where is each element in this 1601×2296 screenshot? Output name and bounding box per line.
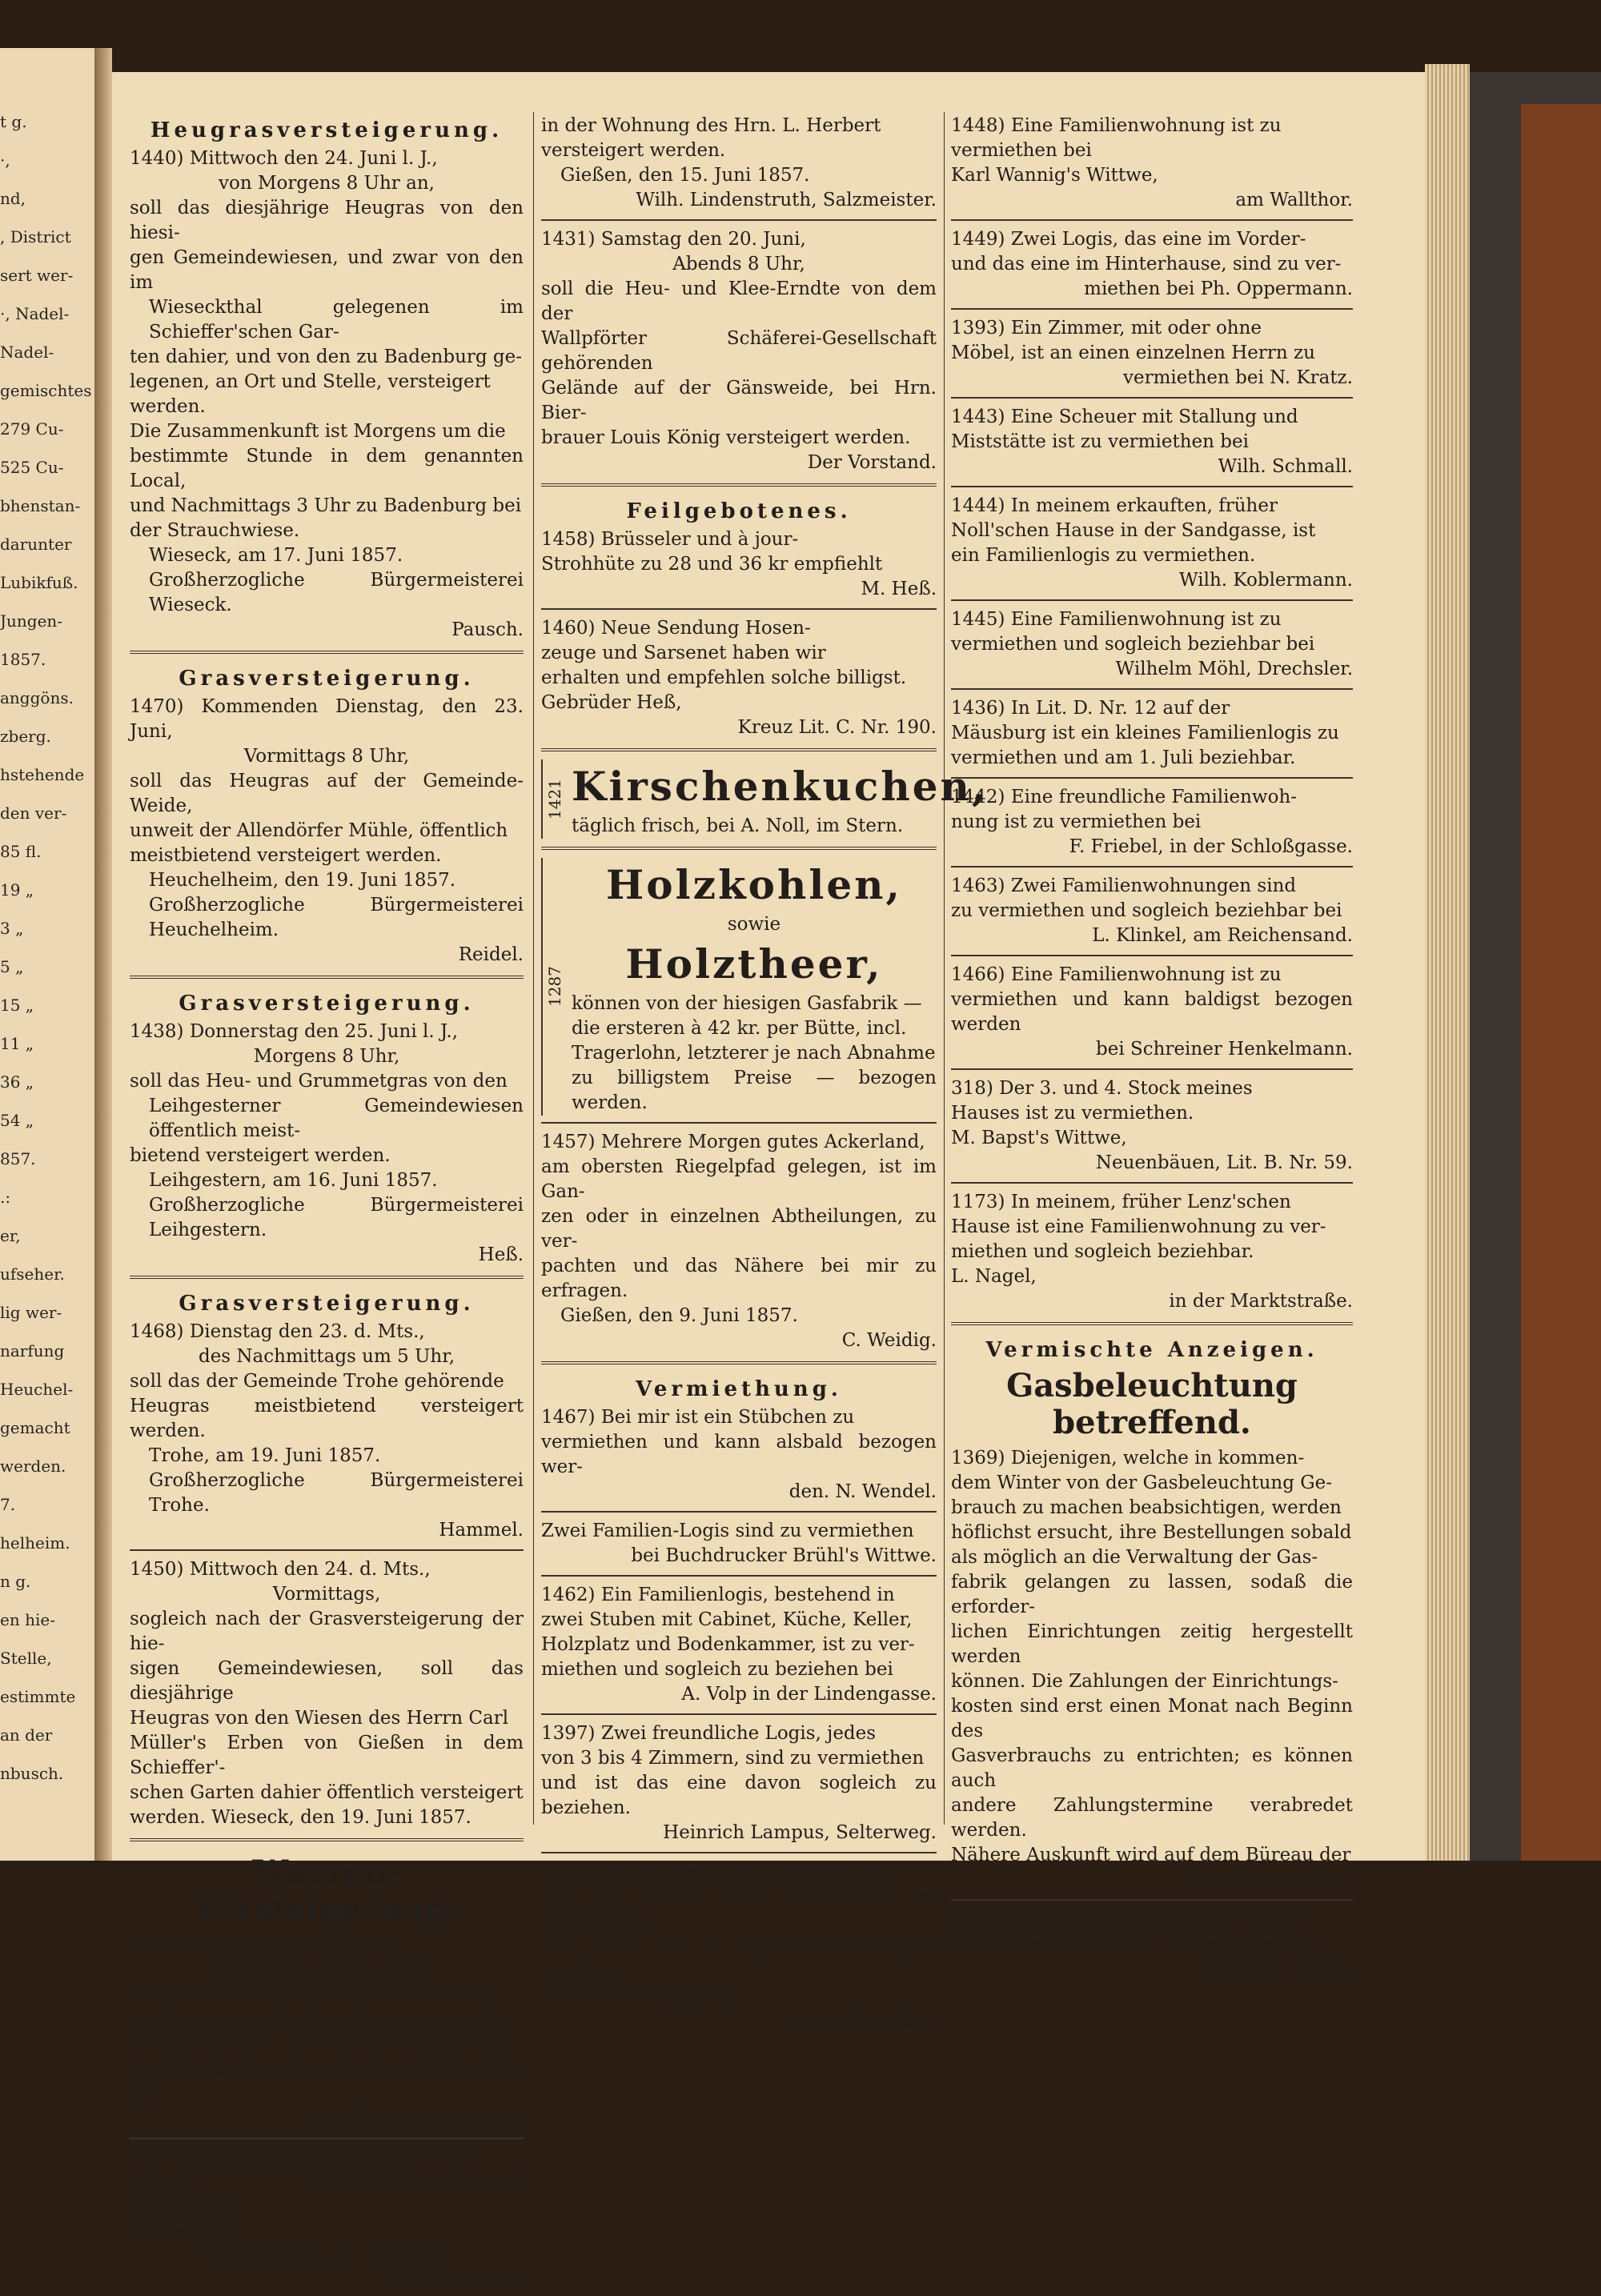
section-heading: Vermiethung.	[636, 1377, 842, 1401]
advert	[951, 492, 1353, 595]
advert-line: am Lindenplatz.	[786, 2010, 937, 2031]
advert-line: Großherzogliche Bürgermeisterei Leihgestern.	[149, 1195, 524, 1240]
advert-line: 1468) Dienstag den 23. d. Mts.,	[130, 1321, 425, 1342]
ad-separator	[541, 1361, 937, 1364]
previous-page-fragment: ·, Nadel-	[0, 304, 70, 323]
advert-line: Abends 8 Uhr,	[391, 2271, 524, 2292]
advert	[951, 606, 1353, 683]
advert-line: höflichst ersucht, ihre Bestellungen sobald	[951, 1522, 1352, 1543]
advert-line: Tragerlohn, letzterer je nach Abnahme	[572, 1043, 936, 1064]
sub-heading: Gasbeleuchtung betreffend.	[1006, 1367, 1298, 1441]
advert-headline: Kirschenkuchen,	[572, 763, 989, 810]
previous-page-fragment: 3 „	[0, 919, 24, 938]
advert-line: Strohhüte zu 28 und 36 kr empfiehlt	[541, 554, 883, 575]
advert-line: 1443) Eine Scheuer mit Stallung und	[951, 407, 1298, 427]
advert-line: Wilh. Lindenstruth, Salzmeister.	[636, 190, 937, 210]
advert-line: können. Die Zahlungen der Einrichtungs-	[951, 1671, 1338, 1692]
previous-page-fragment: 7.	[0, 1495, 16, 1514]
previous-page-fragment: narfung	[0, 1341, 65, 1360]
ad-separator	[951, 397, 1353, 399]
advert-line: 1460) Neue Sendung Hosen-	[541, 618, 811, 639]
previous-page-fragment: 85 fl.	[0, 842, 42, 861]
advert-line: 1436) In Lit. D. Nr. 12 auf der	[951, 698, 1230, 719]
advert-line: 1470) Kommenden Dienstag, den 23. Juni,	[130, 696, 524, 742]
advert-line: Nähere Auskunft wird auf dem Büreau der	[951, 1845, 1351, 1865]
advert	[951, 1332, 1353, 1894]
advert-line: ein Familienlogis zu vermiethen.	[951, 545, 1256, 566]
advert	[130, 1556, 524, 1832]
advert-line: soll die Heu- und Klee-Erndte von dem der	[541, 278, 937, 324]
advert-line: Hammel.	[439, 1520, 524, 1541]
advert-line: vermiethen und kann alsbald bezogen wer-	[541, 1432, 937, 1477]
advert-line: Trohe, am 19. Juni 1857.	[149, 1445, 381, 1466]
advert-line: Neuenbäuen, Lit. B. Nr. 59.	[1095, 1152, 1353, 1173]
advert-line: Exped. d. Blatts.	[1198, 1958, 1353, 1979]
advert-line: Abends 8 Uhr,	[672, 254, 805, 274]
advert-line: und kann am 1. September bezogen werden.	[541, 1936, 937, 1981]
advert-line: bestimmte Stunde in dem genannten Local,	[130, 446, 524, 491]
advert-line: bei Schreiner Henkelmann.	[1096, 1039, 1353, 1060]
advert-line: Noll'schen Hause in der Sandgasse, ist	[951, 520, 1316, 541]
ad-separator	[130, 1276, 524, 1279]
advert-line: miethen und sogleich zu beziehen bei	[541, 1659, 893, 1680]
ad-separator	[130, 2138, 524, 2139]
previous-page-fragment: gemacht	[0, 1418, 70, 1437]
advert-line: Gelände auf der Gänsweide, bei Hrn. Bier-	[541, 378, 937, 423]
advert-line: zeuge und Sarsenet haben wir	[541, 643, 826, 663]
advert-line: 1462) Ein Familienlogis, bestehend in	[541, 1585, 895, 1605]
previous-page-fragment: er,	[0, 1226, 21, 1245]
advert-line: 1445) Eine Familienwohnung ist zu	[951, 609, 1282, 630]
ad-separator	[951, 1182, 1353, 1184]
advert-line: F. Friebel, in der Schloßgasse.	[1069, 836, 1353, 857]
ad-separator	[951, 486, 1353, 487]
advert	[541, 1517, 937, 1570]
advert	[541, 1858, 937, 2035]
advert	[951, 112, 1353, 214]
advert-line: Leihgestern, am 16. Juni 1857.	[149, 1170, 438, 1191]
previous-page-fragment: gemischtes	[0, 381, 92, 400]
advert-line: wie Reste, versteigert.	[312, 2108, 524, 2129]
advert-line: L. Klinkel, am Reichensand.	[1092, 925, 1353, 946]
advert-line: Heß.	[478, 1244, 524, 1265]
advert-line: erhalten und empfehlen solche billigst.	[541, 667, 907, 688]
previous-page-fragment: an der	[0, 1725, 53, 1745]
advert-line: C. Weidig.	[841, 1330, 937, 1351]
advert	[130, 660, 524, 969]
advert	[951, 872, 1353, 950]
advert-line: brauch zu machen beabsichtigen, werden	[951, 1497, 1342, 1518]
advert	[541, 1128, 937, 1355]
advert-line: sogleich nach der Grasversteigerung der hie-	[130, 1609, 524, 1654]
advert-line: 1466) Eine Familienwohnung ist zu	[951, 964, 1282, 985]
previous-page-fragment: hstehende	[0, 765, 85, 784]
previous-page-fragment: Lubikfuß.	[0, 573, 78, 592]
advert	[130, 1848, 524, 2133]
advert-line: versteigert werden.	[541, 140, 726, 161]
advert	[951, 315, 1353, 392]
ad-separator	[541, 608, 937, 610]
advert-line: Müller's Erben von Gießen in dem Schieffer'-	[130, 1733, 524, 1778]
ad-separator	[951, 866, 1353, 868]
previous-page-fragment: Jungen-	[0, 611, 63, 631]
previous-page-fragment: zberg.	[0, 727, 51, 746]
advert-line: meistbietend versteigert werden.	[130, 845, 442, 866]
advert-number: 1421	[541, 759, 567, 839]
advert-line: in der Wohnung des Hrn. L. Herbert	[541, 115, 881, 136]
advert-line: Pausch.	[451, 619, 524, 640]
advert-line: Hauses ist zu vermiethen.	[951, 1103, 1194, 1124]
ad-separator	[130, 1549, 524, 1551]
advert-line: brauer Louis König versteigert werden.	[541, 427, 911, 448]
advert-line: am Wallthor.	[1235, 190, 1353, 210]
advert-line: Großherzogliche Bürgermeisterei Heuchelheim.	[149, 895, 524, 940]
ad-separator	[951, 955, 1353, 956]
advert-line: städter Schäferei-Gesellschaft gehörenden	[130, 2172, 524, 2218]
advert-line: 1450) Mittwoch den 24. d. Mts.,	[130, 1559, 431, 1580]
column-rule-2	[944, 112, 945, 1825]
page-edges	[1425, 64, 1470, 1861]
advert-line: Heugras meistbietend versteigert werden.	[130, 1396, 524, 1441]
advert-line: Wilhelm Möhl, Drechsler.	[1115, 659, 1353, 679]
advert-line: Karl Wannig's Wittwe,	[951, 165, 1158, 186]
book-gutter	[94, 48, 112, 1861]
ad-separator	[541, 1575, 937, 1577]
advert	[130, 985, 524, 1269]
advert-line: die ersteren à 42 kr. per Bütte, incl.	[572, 1018, 907, 1039]
ad-separator	[951, 1322, 1353, 1325]
ad-separator	[951, 688, 1353, 690]
previous-page-fragment: 1857.	[0, 650, 46, 669]
advert-line: soll das der Gemeinde Trohe gehörende	[130, 1371, 504, 1392]
advert-line: M. Bapst's Wittwe,	[951, 1128, 1127, 1148]
previous-page-fragment: 36 „	[0, 1072, 34, 1092]
advert-line: lichen Einrichtungen zeitig hergestellt werden	[951, 1621, 1353, 1667]
advert-line: kosten sind erst einen Monat nach Beginn des	[951, 1696, 1353, 1741]
advert-line: zu vermiethen und sogleich beziehbar bei	[951, 900, 1342, 921]
previous-page-fragment: den ver-	[0, 803, 67, 823]
advert-line: Kreuz Lit. C. Nr. 190.	[737, 717, 937, 738]
advert	[951, 783, 1353, 861]
advert-line: M. Heß.	[861, 579, 937, 599]
advert-line: Gießen, den 9. Juni 1857.	[560, 1305, 798, 1326]
ad-separator	[541, 219, 937, 221]
advert-line: soll das diesjährige Heugras von den hiesi-	[130, 198, 524, 243]
advert-line: Wiese, soll	[130, 2222, 230, 2242]
section-heading: Grasversteigerung.	[179, 992, 475, 1016]
ad-separator	[541, 1852, 937, 1853]
previous-page-fragment: n g.	[0, 1572, 31, 1591]
advert-line: legenen, an Ort und Stelle, versteigert	[130, 371, 491, 392]
previous-page-fragment: t g.	[0, 112, 27, 131]
advert-line: ses ist ganz oder theilweise zu vermiethen	[541, 1886, 937, 1932]
advert-line: fabrik gelangen zu lassen, sodaß die erforder-	[951, 1572, 1353, 1617]
ad-separator	[951, 1068, 1353, 1070]
previous-page-fragment: lig wer-	[0, 1303, 62, 1322]
advert	[541, 112, 937, 214]
ad-separator	[130, 1838, 524, 1841]
previous-page-fragment: nbusch.	[0, 1764, 64, 1783]
advert-line: sigen Gemeindewiesen, soll das diesjährige	[130, 1658, 524, 1704]
advert	[130, 2144, 524, 2296]
advert	[130, 112, 524, 644]
advert-line: Möbel, ist an einen einzelnen Herrn zu	[951, 343, 1315, 363]
advert-line: Die Zusammenkunft ist Morgens um die	[130, 421, 506, 442]
advert-line: Wieseck, am 17. Juni 1857.	[149, 545, 403, 566]
book-spine	[1521, 104, 1601, 1861]
section-heading: Heugrasversteigerung.	[150, 118, 504, 142]
ad-separator	[951, 777, 1353, 779]
section-heading: Feilgebotenes.	[626, 499, 852, 523]
advert-line: 318) Der 3. und 4. Stock meines	[951, 1078, 1253, 1099]
advert-line: bei Buchdrucker Brühl's Wittwe.	[631, 1545, 937, 1566]
column-2	[541, 112, 989, 2035]
ad-separator	[541, 847, 937, 850]
advert-line: dem Winter von der Gasbeleuchtung Ge-	[951, 1473, 1332, 1493]
previous-page-fragment: en hie-	[0, 1610, 55, 1629]
previous-page-fragment: werden.	[0, 1457, 66, 1476]
advert-line: 1431) Samstag den 20. Juni,	[541, 229, 806, 250]
previous-page-fragment: sert wer-	[0, 266, 74, 285]
advert-line: Heugras von den Wiesen des Herrn Carl	[130, 1708, 509, 1729]
advert-body	[572, 858, 937, 1116]
advert-line: unweit der Allendörfer Mühle, öffentlich	[130, 820, 508, 841]
advert	[951, 1188, 1353, 1316]
advert-line: von Morgens 8 Uhr an,	[219, 173, 435, 194]
advert-line: 1442) Eine freundliche Familienwoh-	[951, 787, 1298, 807]
advert-line: ten dahier, und von den zu Badenburg ge-	[130, 347, 523, 367]
ad-separator	[951, 599, 1353, 601]
advert-line: 1427) Das Heugras von der der Neu-	[130, 2147, 475, 2168]
ad-separator	[951, 1899, 1353, 1901]
advert-headline: Holzkohlen,	[606, 861, 902, 908]
advert-number: 1287	[541, 858, 567, 1116]
advert	[951, 403, 1353, 481]
advert-line: schen Garten dahier öffentlich versteigert	[130, 1782, 524, 1803]
advert-line: des Nachmittags um 5 Uhr,	[198, 1346, 455, 1367]
advert	[951, 1075, 1353, 1177]
previous-page-fragment: estimmte	[0, 1687, 76, 1706]
advert-line: zu billigstem Preise — bezogen werden.	[572, 1068, 937, 1113]
advert-line: 1444) In meinem erkauften, früher	[951, 495, 1278, 516]
advert-line: gen Gemeindewiesen, und zwar von den im	[130, 247, 524, 293]
advert	[541, 226, 937, 477]
ad-separator	[541, 1122, 937, 1124]
previous-page-fragment: 11 „	[0, 1034, 34, 1053]
previous-page-fragment: 54 „	[0, 1111, 34, 1130]
advert-line: Wallpförter Schäferei-Gesellschaft gehörenden	[541, 328, 937, 374]
advert	[541, 1371, 937, 1506]
advert-line: 1393) Ein Zimmer, mit oder ohne	[951, 318, 1262, 339]
advert-line: können von der hiesigen Gasfabrik —	[572, 993, 922, 1014]
advert-line: Wilh. Schmall.	[1218, 456, 1353, 477]
advert	[541, 856, 937, 1117]
advert-line: werden. Wieseck, den 19. Juni 1857.	[130, 1807, 471, 1828]
advert-line: Wilh. Koblermann.	[1179, 570, 1353, 591]
previous-page-fragment: 525 Cu-	[0, 458, 64, 477]
ad-separator	[130, 976, 524, 979]
previous-page-fragment: 19 „	[0, 880, 34, 900]
advert-line: täglich frisch, bei A. Noll, im Stern.	[572, 815, 904, 836]
previous-page-fragment: anggöns.	[0, 688, 74, 707]
advert-line: A. Volp in der Lindengasse.	[681, 1684, 937, 1705]
advert-line: 1458) Brüsseler und à jour-	[541, 529, 799, 550]
advert-line: vermiethen und kann baldigst bezogen werden	[951, 989, 1353, 1035]
previous-page-fragment: Heuchel-	[0, 1380, 74, 1399]
advert-line: und Nachmittags 3 Uhr zu Badenburg bei	[130, 495, 522, 516]
advert-line: 1440) Mittwoch den 24. Juni l. J.,	[130, 148, 438, 169]
advert-line: als möglich an die Verwaltung der Gas-	[951, 1547, 1318, 1568]
previous-page-fragment: ·,	[0, 150, 10, 170]
advert-line: Gasfabrik ertheilt.	[1182, 1869, 1353, 1890]
advert	[951, 961, 1353, 1064]
advert-line: Gasverbrauchs zu entrichten; es können auch	[951, 1745, 1353, 1791]
previous-page-fragment: Stelle,	[0, 1649, 52, 1668]
ad-separator	[541, 1511, 937, 1513]
advert-line: bietend versteigert werden.	[130, 1145, 391, 1166]
advert-line: Vormittags,	[272, 1584, 381, 1605]
advert-line: L. Nagel,	[951, 1266, 1037, 1287]
previous-page-fragment: helheim.	[0, 1533, 70, 1553]
advert-line: nung ist zu vermiethen bei	[951, 811, 1202, 832]
advert-line: Samstag den 20. Juni d. J.,	[203, 2246, 450, 2267]
column-3	[951, 112, 1353, 1983]
ad-separator	[130, 651, 524, 654]
advert-line: Wieseckthal gelegenen im Schieffer'schen Gar-	[149, 297, 524, 343]
advert-line: Wittwe Heichelheim,	[541, 1985, 737, 2006]
advert-line: am obersten Riegelpfad gelegen, ist im Gan-	[541, 1156, 937, 1202]
advert-line: 1448) Eine Familienwohnung ist zu	[951, 115, 1282, 136]
ad-separator	[541, 748, 937, 751]
advert-line: den. N. Wendel.	[788, 1481, 937, 1502]
advert-line: Großherzogliche Bürgermeisterei Trohe.	[149, 1470, 524, 1516]
advert	[541, 615, 937, 742]
advert-line: 1467) Bei mir ist ein Stübchen zu	[541, 1407, 855, 1428]
advert-line: Hause ist eine Familienwohnung zu ver-	[951, 1216, 1326, 1237]
advert-line: der Strauchwiese.	[130, 520, 300, 541]
advert	[541, 758, 989, 840]
advert-body	[572, 759, 988, 839]
advert-line: Leihgesterner Gemeindewiesen öffentlich meist-	[149, 1096, 524, 1141]
previous-page-fragment: 15 „	[0, 996, 34, 1015]
advert-line: Gießen, den 15. Juni 1857.	[560, 165, 810, 186]
advert-line: andere Zahlungstermine verabredet werden.	[951, 1795, 1353, 1841]
advert-line: soll das Heu- und Grummetgras von den	[130, 1071, 508, 1092]
previous-page-fragment: darunter	[0, 535, 72, 554]
previous-page-fragment: nd,	[0, 189, 26, 208]
advert-line: pachten und das Nähere bei mir zu erfragen.	[541, 1256, 937, 1301]
advert	[541, 1581, 937, 1709]
advert-line: vermiethen und am 1. Juli beziehbar.	[951, 747, 1296, 768]
advert-line: miethen bei Ph. Oppermann.	[1084, 278, 1353, 299]
advert-line: und das eine im Hinterhause, sind zu ver-	[951, 254, 1342, 274]
advert-line: Morgens 8 Uhr,	[253, 1046, 400, 1067]
advert	[951, 695, 1353, 772]
advert	[130, 1285, 524, 1545]
advert-line: am Kreuz verschiedene Kurzwaaren, als:	[130, 2009, 512, 2030]
column-rule-1	[533, 112, 534, 1825]
ad-separator	[951, 219, 1353, 221]
section-heading: Grasversteigerung.	[179, 1292, 475, 1316]
advert-line: 1397) Zwei freundliche Logis, jedes	[541, 1723, 877, 1744]
advert-line: zwei Stuben mit Cabinet, Küche, Keller,	[541, 1609, 913, 1630]
previous-page-fragment: 279 Cu-	[0, 419, 64, 439]
advert-line: matik werden ertheilt. Näheres bei der	[951, 1933, 1318, 1954]
column-1	[130, 112, 524, 2296]
advert	[951, 1905, 1353, 1983]
advert-line: von 3 bis 4 Zimmern, sind zu vermiethen	[541, 1748, 925, 1769]
advert-line: miethen und sogleich beziehbar.	[951, 1241, 1254, 1262]
ad-separator	[541, 483, 937, 487]
advert-line: Heinrich Lampus, Selterweg.	[663, 1822, 937, 1843]
advert-line: fertige Stickereien und sonstige Waaren, so-	[130, 2058, 524, 2104]
advert-line: werden im Hause des Herrn Carl Ebel	[130, 1984, 488, 2005]
advert	[541, 493, 937, 603]
advert-line: werden.	[130, 396, 206, 417]
previous-page-fragment: 857.	[0, 1149, 36, 1168]
advert-line: soll das Heugras auf der Gemeinde-Weide,	[130, 771, 524, 816]
previous-page-fragment: , District	[0, 227, 71, 246]
advert-line: Zwei Familien-Logis sind zu vermiethen	[541, 1521, 914, 1541]
advert	[951, 226, 1353, 303]
advert-line: Vormittags 8 Uhr,	[243, 746, 410, 767]
advert-line: Reidel.	[458, 944, 524, 965]
advert-line: Miststätte ist zu vermiethen bei	[951, 431, 1249, 452]
advert-line: 1459) Dienstag den 23. Juni,	[130, 1934, 397, 1955]
advert-line: 1457) Mehrere Morgen gutes Ackerland,	[541, 1132, 925, 1152]
advert-line: Heuchelheim, den 19. Juni 1857.	[149, 870, 456, 891]
advert-line: vermiethen bei N. Kratz.	[1122, 367, 1353, 388]
advert-connector: sowie	[727, 914, 781, 935]
advert-line: 1369) Diejenigen, welche in kommen-	[951, 1448, 1305, 1469]
advert-line: Nachmittags um 2 Uhr,	[217, 1959, 436, 1980]
advert-line: zen oder in einzelnen Abtheilungen, zu ver-	[541, 1206, 937, 1252]
previous-page-fragment: 5 „	[0, 957, 24, 976]
advert	[541, 1720, 937, 1847]
advert-line: Schnur, Knöpfe, Zwirn, angefangene und	[130, 2034, 514, 2054]
advert-headline-2: Holztheer,	[625, 940, 883, 988]
advert-line: Großherzogliche Bürgermeisterei Wieseck.	[149, 570, 524, 615]
advert-line: 1463) Zwei Familienwohnungen sind	[951, 876, 1297, 896]
advert-line: 1173) In meinem, früher Lenz'schen	[951, 1192, 1291, 1212]
ad-separator	[541, 1713, 937, 1715]
advert-line: Mäusburg ist ein kleines Familienlogis zu	[951, 723, 1339, 743]
section-heading: Grasversteigerung.	[179, 667, 475, 691]
section-heading: Vermischte Anzeigen.	[985, 1338, 1318, 1362]
previous-page-fragment: .:	[0, 1188, 11, 1207]
previous-page-fragment: Nadel-	[0, 343, 54, 362]
previous-page-fragment: ufseher.	[0, 1264, 65, 1284]
previous-page-fragment: bhenstan-	[0, 496, 81, 515]
advert-line: 1438) Donnerstag den 25. Juni l. J.,	[130, 1021, 459, 1042]
advert-line: 1344) Der mittlere Stock meiner Hau-	[541, 1861, 897, 1882]
advert-line: 1472) Nachhilfestunden in der Mathe-	[951, 1909, 1310, 1929]
advert-line: vermiethen und sogleich beziehbar bei	[951, 634, 1315, 655]
advert-line: vermiethen bei	[951, 140, 1092, 161]
ad-separator	[951, 308, 1353, 310]
advert-line: in der Marktstraße.	[1169, 1291, 1353, 1312]
advert-line: Holzplatz und Bodenkammer, ist zu ver-	[541, 1634, 915, 1655]
advert-line: und ist das eine davon sogleich zu beziehen.	[541, 1773, 937, 1818]
advert-line: 1449) Zwei Logis, das eine im Vorder-	[951, 229, 1306, 250]
advert-line: Gebrüder Heß,	[541, 692, 682, 713]
section-heading: Waaren-Versteigerung.	[194, 1853, 459, 1928]
advert-line: Der Vorstand.	[807, 452, 937, 473]
